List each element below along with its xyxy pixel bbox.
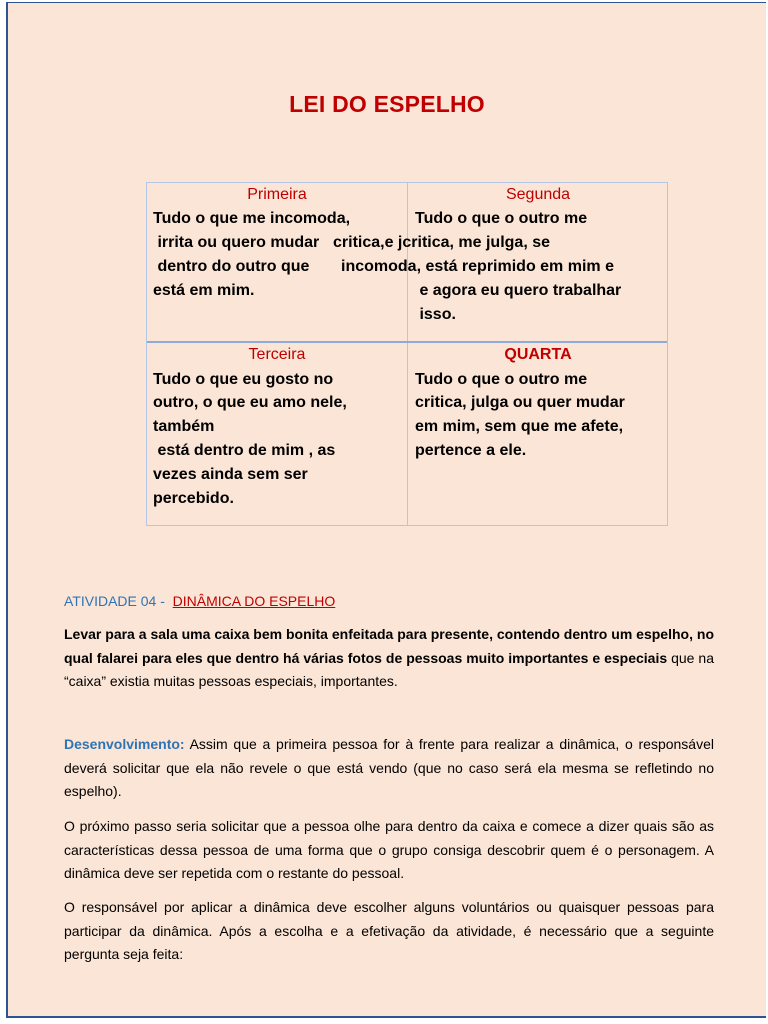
table-divider-horizontal [147, 341, 667, 343]
quadrant-text-line: outro, o que eu amo nele, [153, 394, 347, 411]
quadrant-heading-quarta: QUARTA [504, 346, 572, 363]
quadrant-heading-primeira: Primeira [247, 186, 307, 203]
quadrant-text-line: critica, julga ou quer mudar [415, 394, 625, 411]
page-title: LEI DO ESPELHO [289, 91, 485, 117]
quadrant-text-line: isso. [415, 306, 456, 323]
quadrant-text-line: em mim, sem que me afete, [415, 418, 624, 435]
intro-paragraph [64, 623, 714, 694]
quadrant-text-line: está dentro de mim , as [153, 442, 336, 459]
quadrant-text-line: vezes ainda sem ser [153, 466, 308, 483]
activity-heading [64, 593, 335, 609]
paragraph-next-step: O próximo passo seria solicitar que a pessoa olhe para dentro da caixa e comece a dizer quais são as características dessa pessoa de uma forma que o grupo consiga descobrir quem é o personagem. A dinâmica deve ser repetida com o restante do pessoal. [64, 818, 714, 881]
quadrant-text-line: pertence a ele. [415, 442, 527, 459]
quadrant-text-line: dentro do outro que [153, 258, 310, 275]
quadrant-text-line: critica,e jcritica, me julga, se [333, 234, 550, 251]
intro-normal-text: que na “caixa” existia muitas pessoas especiais, importantes. [64, 649, 714, 689]
paragraph-responsible: O responsável por aplicar a dinâmica deve escolher alguns voluntários ou quaisquer pessoas para participar da dinâmica. Após a escolha e a efetivação da atividade, é necessário que a seguinte pergunta seja feita: [64, 899, 714, 962]
development-text: Assim que a primeira pessoa for à frente para realizar a dinâmica, o responsável deverá solicitar que ela não revele o que está vendo (que no caso será ela mesma se refletindo no espelho). [64, 736, 714, 799]
intro-bold-text: Levar para a sala uma caixa bem bonita enfeitada para presente, contendo dentro um espelho, no qual falarei para eles que dentro há várias fotos de pessoas muito importantes e especiais [64, 626, 714, 666]
quadrant-text-line: está em mim. [153, 282, 255, 299]
quadrant-text-line: incomoda, está reprimido em mim e [341, 258, 614, 275]
quadrant-text-line: e agora eu quero trabalhar [415, 282, 622, 299]
quadrant-text-line: Tudo o que me incomoda, [153, 210, 351, 227]
quadrant-text-line: Tudo o que o outro me [415, 210, 588, 227]
quadrant-heading-segunda: Segunda [505, 186, 571, 203]
quadrant-heading-terceira: Terceira [248, 346, 306, 363]
development-label: Desenvolvimento: [64, 736, 185, 752]
quadrant-text-line: Tudo o que o outro me [415, 371, 588, 388]
quadrant-text-line: Tudo o que eu gosto no [153, 371, 334, 388]
quadrant-text-line: percebido. [153, 490, 234, 507]
mirror-law-table [146, 182, 668, 526]
quadrant-text-line: também [153, 418, 215, 435]
activity-title-link[interactable]: DINÂMICA DO ESPELHO [172, 593, 336, 609]
activity-number: ATIVIDADE 04 - [64, 593, 173, 609]
quadrant-text-line: irrita ou quero mudar [153, 234, 320, 251]
development-paragraph [64, 733, 714, 804]
